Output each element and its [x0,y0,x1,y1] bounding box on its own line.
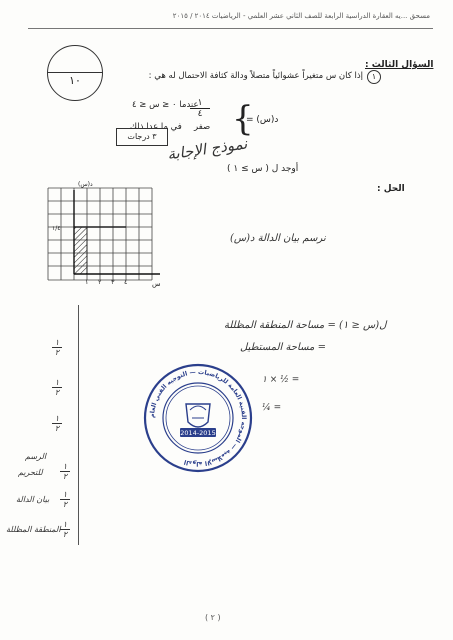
question-number: ١ [367,70,381,84]
mark-fraction [60,462,70,481]
x-tick-2: ٢ [98,278,102,286]
mark-label: الرسم [25,452,47,461]
mark-num: ١ [52,414,62,424]
fraction-denominator: ٤ [197,109,203,119]
calc-line-1: ١ × ½ = [262,375,300,385]
score-circle [47,45,103,101]
mark-num: ١ [52,378,62,388]
emblem-icon [186,404,210,427]
mark-fraction [60,490,70,509]
mark-num: ١ [60,490,70,500]
x-axis-label: س [152,280,161,288]
y-axis-label: د(س) [78,181,93,188]
official-stamp [142,362,254,474]
find-probability: أوجد ل ( س ≥ ١ ) [227,164,299,174]
solution-label: الحل : [377,184,405,194]
rectangle-area-handwriting: = مساحة المستطيل [240,342,326,353]
mark-num: ١ [60,520,70,530]
mark-num: ١ [52,338,62,348]
mark-fraction [52,414,62,433]
fraction-numerator: ١ [190,98,210,109]
mark-fraction [60,520,70,539]
marks-box: ٣ درجات [116,128,168,146]
probability-handwriting: ل(س ≤ ١) = مساحة المنطقة المظللة [224,320,387,331]
mark-den: ٢ [62,472,68,481]
case2-value: صفر [194,122,211,132]
case2-condition: في ما عدا ذلك [130,122,182,132]
mark-label: للتحريم [18,468,43,477]
mark-den: ٢ [54,348,60,357]
x-tick-4: ٤ [124,278,128,286]
mark-num: ١ [60,462,70,472]
mark-fraction [52,338,62,357]
question-stem: إذا كان س متغيراً عشوائياً متصلاً ودالة كثافة الاحتمال له هي : [148,71,363,81]
mark-label: بيان الدالة [16,495,50,504]
mark-den: ٢ [62,500,68,509]
page-number: ( ٢ ) [205,613,221,622]
mark-fraction [52,378,62,397]
question-title: السؤال الثالث : [365,60,434,70]
mark-den: ٢ [54,388,60,397]
function-label: د(س) = [246,115,279,125]
score-divider [47,72,103,73]
margin-rule [78,305,79,545]
shaded-region [74,227,87,274]
header-divider [28,28,433,29]
piecewise-brace: { [232,99,254,139]
page-header: مسحق ...يه العقارة الدراسية الرابعة للصف الثاني عشر العلمي - الرياضيات ٢٠١٤ / ٢٠١٥ [172,12,430,20]
stamp-ring-text: الدولة الإسلامية — الموجه الفنية العامة للرياضيات — التوجيه الفني العام [148,368,248,468]
mark-label: المنطقة المظللة [6,525,61,534]
x-tick-1: ١ [85,278,89,286]
y-tick-quarter: ١/٤ [52,225,61,232]
model-answer-handwriting: نموذج الإجابة [166,134,249,164]
graph-grid [38,180,168,300]
stamp-year: 2014-2015 [180,429,216,437]
graph-note-handwriting: نرسم بيان الدالة د(س) [230,233,326,244]
x-tick-3: ٣ [111,278,115,286]
calc-line-2: ¼ = [262,403,282,413]
mark-den: ٢ [62,530,68,539]
mark-den: ٢ [54,424,60,433]
score-value: ١٠ [69,74,81,87]
case1-condition: عندما ٠ ≤ س ≤ ٤ [132,100,199,110]
